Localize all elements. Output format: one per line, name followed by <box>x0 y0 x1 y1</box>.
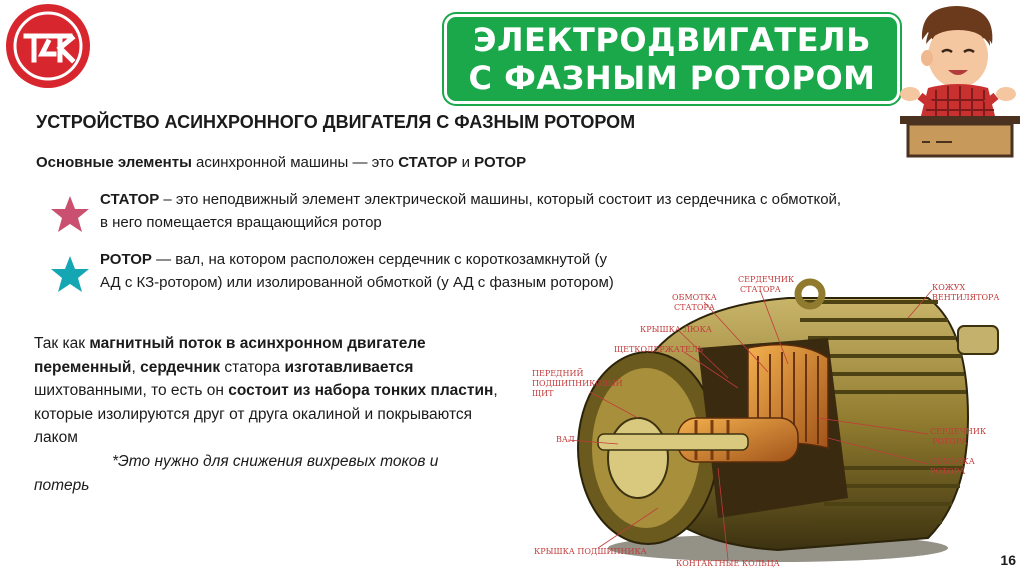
teacher-illustration <box>892 0 1024 160</box>
explanation-paragraph <box>34 332 504 450</box>
label-slip-rings: КОНТАКТНЫЕ КОЛЬЦА <box>676 559 780 568</box>
label-fan-casing: КОЖУХ ВЕНТИЛЯТОРА <box>932 283 1000 302</box>
label-rotor-winding: ОБМОТКА РОТОРА <box>930 457 975 476</box>
logo-icon <box>4 2 92 90</box>
bullet-stator-term: СТАТОР <box>100 191 160 208</box>
bullet-stator <box>100 188 980 234</box>
bullet-rotor-text-2: АД с КЗ-ротором) или изолированной обмоткой (у АД с фазным ротором) <box>100 274 614 291</box>
label-front-shield: ПЕРЕДНИЙ ПОДШИПНИКОВЫЙ ЩИТ <box>532 369 623 398</box>
bullet-rotor-term: РОТОР <box>100 251 152 268</box>
page-number: 16 <box>1000 552 1016 568</box>
label-stator-winding: ОБМОТКА СТАТОРА <box>672 293 717 312</box>
label-hatch-cover: КРЫШКА ЛЮКА <box>640 325 712 334</box>
title-line-1: ЭЛЕКТРОДВИГАТЕЛЬ <box>472 21 872 59</box>
page-title <box>444 14 900 104</box>
label-brush-holder: ЩЕТКОДЕРЖАТЕЛЬ <box>614 345 704 354</box>
para-text-4: шихтованными, то есть он <box>34 382 229 399</box>
intro-text <box>36 154 526 171</box>
para-bold-3: изготавливается <box>284 358 414 376</box>
intro-text-1: асинхронной машины — это <box>191 154 399 171</box>
bullet-stator-text-1: – это неподвижный элемент электрической машины, который состоит из сердечника с обмоткой, <box>159 191 842 208</box>
intro-text-2: и <box>457 154 475 171</box>
star-icon-teal <box>50 254 90 294</box>
section-heading: УСТРОЙСТВО АСИНХРОННОГО ДВИГАТЕЛЯ С ФАЗНЫМ РОТОРОМ <box>36 112 636 132</box>
motor-cutaway-diagram <box>528 268 1004 568</box>
bullet-rotor-text-1: — вал, на котором расположен сердечник с короткозамкнутой (у <box>151 251 607 268</box>
footnote-line-1: *Это нужно для снижения вихревых токов и <box>112 453 439 470</box>
title-line-2: С ФАЗНЫМ РОТОРОМ <box>468 59 876 97</box>
footnote <box>34 450 504 497</box>
label-shaft: ВАЛ <box>556 435 575 444</box>
para-text-5: , которые изолируются друг от друга окалиной и покрываются лаком <box>34 382 498 446</box>
para-text-2: , <box>131 358 141 376</box>
intro-bold-1: Основные элементы <box>36 154 192 171</box>
para-bold-1: магнитный поток в асинхронном двигателе переменный <box>34 335 426 376</box>
label-rotor-core: СЕРДЕЧНИК РОТОРА <box>930 427 987 446</box>
label-bearing-cover: КРЫШКА ПОДШИПНИКА <box>534 547 647 556</box>
para-bold-2: сердечник <box>140 358 221 376</box>
bullet-stator-text-2: в него помещается вращающийся ротор <box>100 214 382 231</box>
intro-bold-3: РОТОР <box>474 154 527 171</box>
star-icon-pink <box>50 194 90 234</box>
intro-bold-2: СТАТОР <box>398 154 458 171</box>
para-text-3: статора <box>220 358 285 376</box>
para-bold-4: состоит из набора тонких пластин <box>228 382 494 399</box>
label-stator-core: СЕРДЕЧНИК СТАТОРА <box>738 275 795 294</box>
para-text-1: Так как <box>34 335 90 352</box>
footnote-line-2: потерь <box>34 476 90 494</box>
